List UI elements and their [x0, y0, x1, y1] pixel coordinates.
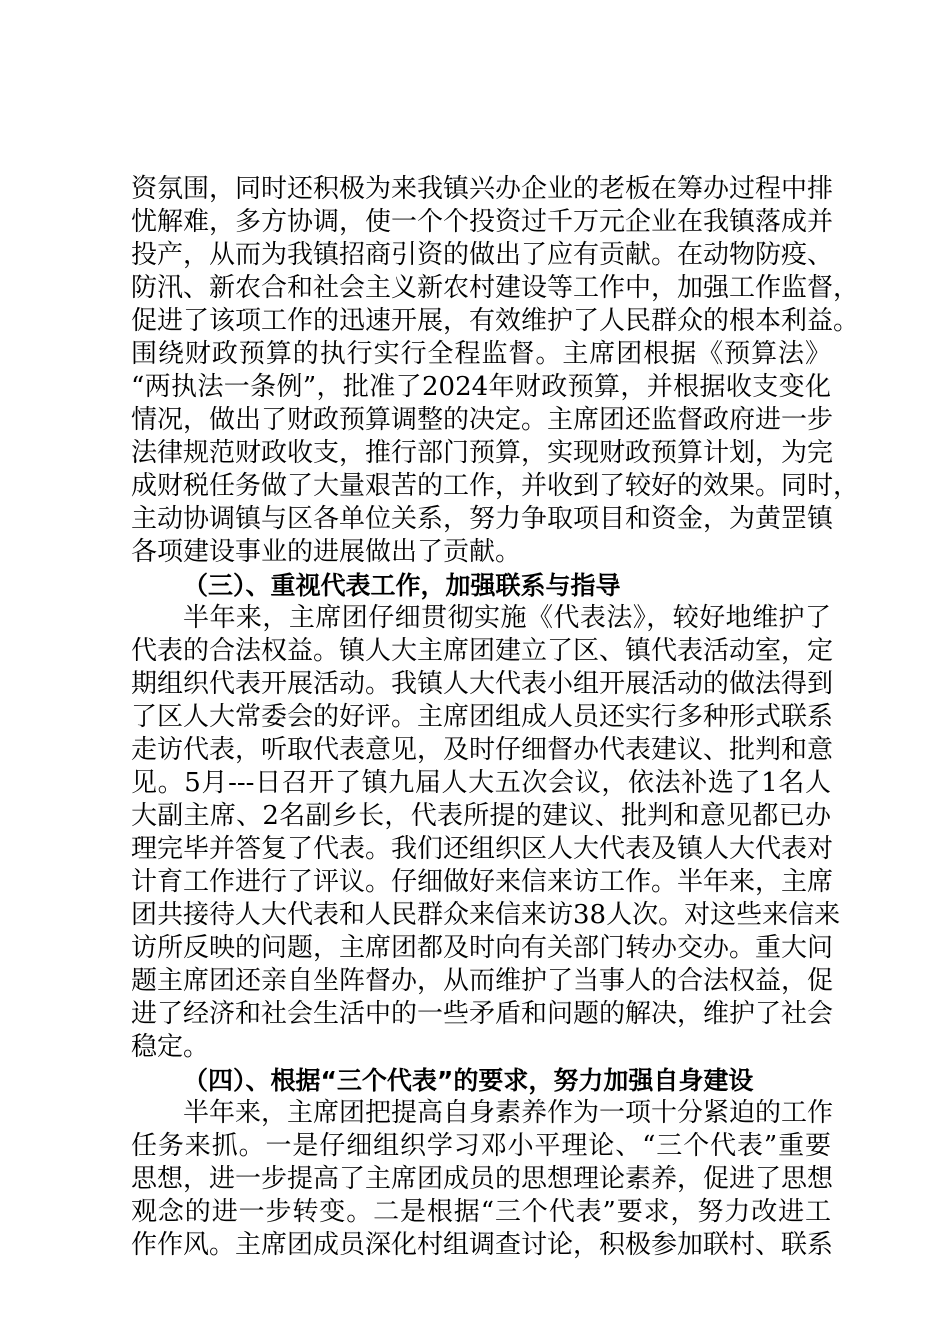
- text-line: 理完毕并答复了代表。我们还组织区人大代表及镇人大代表对: [131, 834, 834, 864]
- text-line: 期组织代表开展活动。我镇人大代表小组开展活动的做法得到: [131, 669, 834, 699]
- text-line: 防汛、新农合和社会主义新农村建设等工作中，加强工作监督，: [131, 273, 860, 303]
- text-line: 计育工作进行了评议。仔细做好来信来访工作。半年来，主席: [131, 867, 834, 897]
- text-line: 稳定。: [131, 1032, 210, 1062]
- text-line: 大副主席、2名副乡长，代表所提的建议、批判和意见都已办: [131, 801, 831, 831]
- text-line: 题主席团还亲自坐阵督办，从而维护了当事人的合法权益，促: [131, 966, 834, 996]
- text-line: 情况，做出了财政预算调整的决定。主席团还监督政府进一步: [131, 405, 834, 435]
- text-line: 半年来，主席团仔细贯彻实施《代表法》，较好地维护了: [183, 603, 831, 633]
- text-line: 了区人大常委会的好评。主席团组成人员还实行多种形式联系: [131, 702, 834, 732]
- text-line: 半年来，主席团把提高自身素养作为一项十分紧迫的工作: [183, 1098, 834, 1128]
- text-line: “两执法一条例”，批准了2024年财政预算，并根据收支变化: [131, 372, 831, 402]
- text-line: 见。5月---日召开了镇九届人大五次会议，依法补选了1名人: [131, 768, 831, 798]
- section-heading-four: （四）、根据“三个代表”的要求，努力加强自身建设: [183, 1066, 754, 1095]
- text-line: 团共接待人大代表和人民群众来信来访38人次。对这些来信来: [131, 900, 841, 930]
- text-line: 思想，进一步提高了主席团成员的思想理论素养，促进了思想: [131, 1164, 834, 1194]
- text-line: 资氛围，同时还积极为来我镇兴办企业的老板在筹办过程中排: [131, 174, 834, 204]
- paragraph-budget-supervision: [131, 173, 860, 569]
- text-line: 观念的进一步转变。二是根据“三个代表”要求，努力改进工: [131, 1197, 831, 1227]
- text-line: 走访代表，听取代表意见，及时仔细督办代表建议、批判和意: [131, 735, 834, 765]
- text-line: 主动协调镇与区各单位关系，努力争取项目和资金，为黄罡镇: [131, 504, 834, 534]
- text-line: 成财税任务做了大量艰苦的工作，并收到了较好的效果。同时，: [131, 471, 860, 501]
- text-line: 任务来抓。一是仔细组织学习邓小平理论、“三个代表”重要: [131, 1131, 831, 1161]
- paragraph-self-building: [131, 1097, 834, 1262]
- text-line: 围绕财政预算的执行实行全程监督。主席团根据《预算法》: [131, 339, 831, 369]
- text-line: 投产，从而为我镇招商引资的做出了应有贡献。在动物防疫、: [131, 240, 834, 270]
- text-line: 忧解难，多方协调，使一个个投资过千万元企业在我镇落成并: [131, 207, 834, 237]
- text-line: 法律规范财政收支，推行部门预算，实现财政预算计划，为完: [131, 438, 834, 468]
- document-body: [131, 173, 860, 1262]
- text-line: 访所反映的问题，主席团都及时向有关部门转办交办。重大问: [131, 933, 834, 963]
- text-line: 代表的合法权益。镇人大主席团建立了区、镇代表活动室，定: [131, 636, 834, 666]
- paragraph-deputy-work: [131, 602, 841, 1064]
- text-line: 促进了该项工作的迅速开展，有效维护了人民群众的根本利益。: [131, 306, 860, 336]
- text-line: 作作风。主席团成员深化村组调查讨论，积极参加联村、联系: [131, 1230, 834, 1260]
- text-line: 各项建设事业的进展做出了贡献。: [131, 537, 522, 567]
- section-heading-three: （三）、重视代表工作，加强联系与指导: [183, 571, 621, 600]
- text-line: 进了经济和社会生活中的一些矛盾和问题的解决，维护了社会: [131, 999, 834, 1029]
